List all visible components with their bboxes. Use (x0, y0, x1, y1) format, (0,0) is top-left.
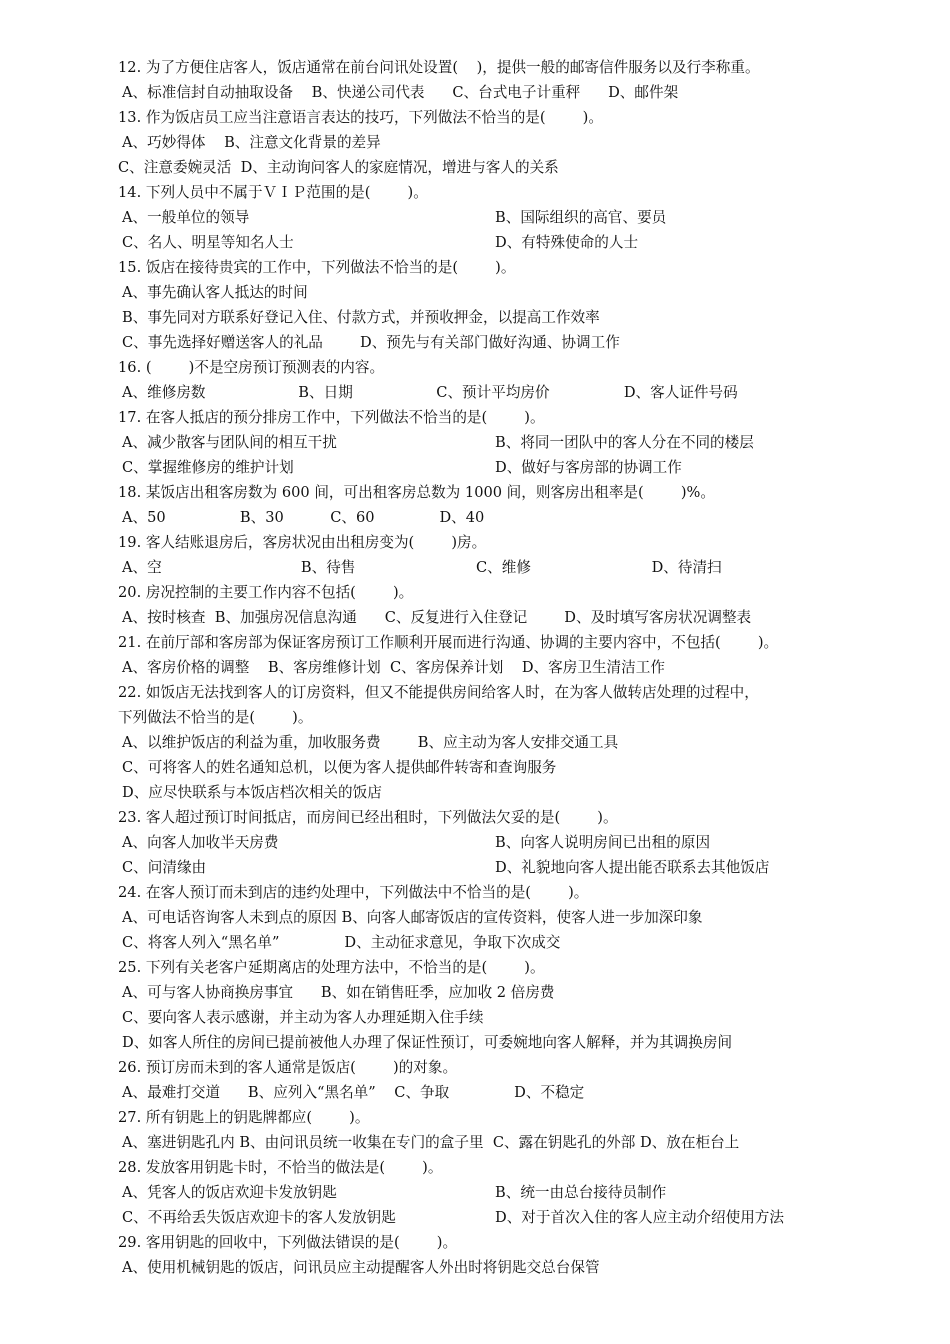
option-17-c: C、掌握维修房的维护计划 (122, 459, 294, 476)
question-14: 14. 下列人员中不属于ＶＩＰ范围的是( )。 (118, 184, 428, 201)
options-13-c-d: C、注意委婉灵活 D、主动询问客人的家庭情况，增进与客人的关系 (118, 159, 559, 176)
options-12: A、标准信封自动抽取设备 B、快递公司代表 C、台式电子计重秤 D、邮件架 (122, 84, 679, 101)
options-15-c-d: C、事先选择好赠送客人的礼品 D、预先与有关部门做好沟通、协调工作 (122, 334, 620, 351)
option-17-a: A、减少散客与团队间的相互干扰 (122, 434, 337, 451)
options-24-c-d: C、将客人列入“黑名单” D、主动征求意见，争取下次成交 (122, 934, 561, 951)
option-15-a: A、事先确认客人抵达的时间 (122, 284, 308, 301)
question-19: 19. 客人结账退房后，客房状况由出租房变为( )房。 (118, 534, 487, 551)
question-22-line1: 22. 如饭店无法找到客人的订房资料，但又不能提供房间给客人时，在为客人做转店处理的过程中， (118, 684, 759, 701)
option-23-c: C、问清缘由 (122, 859, 207, 876)
question-15: 15. 饭店在接待贵宾的工作中，下列做法不恰当的是( )。 (118, 259, 516, 276)
question-26: 26. 预订房而未到的客人通常是饭店( )的对象。 (118, 1059, 458, 1076)
option-15-b: B、事先同对方联系好登记入住、付款方式，并预收押金，以提高工作效率 (122, 309, 600, 326)
options-19: A、空 B、待售 C、维修 D、待清扫 (122, 559, 722, 576)
question-20: 20. 房况控制的主要工作内容不包括( )。 (118, 584, 414, 601)
question-18: 18. 某饭店出租客房数为 600 间，可出租客房总数为 1000 间，则客房出租率是( )%。 (118, 484, 715, 501)
option-14-a: A、一般单位的领导 (122, 209, 250, 226)
options-18: A、50 B、30 C、60 D、40 (122, 509, 485, 526)
option-25-d: D、如客人所住的房间已提前被他人办理了保证性预订，可委婉地向客人解释，并为其调换房间 (122, 1034, 733, 1051)
question-25: 25. 下列有关老客户延期离店的处理方法中，不恰当的是( )。 (118, 959, 545, 976)
option-22-c: C、可将客人的姓名通知总机，以便为客人提供邮件转寄和查询服务 (122, 759, 557, 776)
options-13-a-b: A、巧妙得体 B、注意文化背景的差异 (122, 134, 381, 151)
question-27: 27. 所有钥匙上的钥匙牌都应( )。 (118, 1109, 370, 1126)
option-17-d: D、做好与客房部的协调工作 (495, 459, 682, 476)
question-24: 24. 在客人预订而未到店的违约处理中，下列做法中不恰当的是( )。 (118, 884, 589, 901)
option-23-b: B、向客人说明房间已出租的原因 (495, 834, 711, 851)
question-28: 28. 发放客用钥匙卡时，不恰当的做法是( )。 (118, 1159, 443, 1176)
option-14-c: C、名人、明星等知名人士 (122, 234, 294, 251)
option-17-b: B、将同一团队中的客人分在不同的楼层 (495, 434, 754, 451)
options-24-a-b: A、可电话咨询客人未到点的原因 B、向客人邮寄饭店的宣传资料，使客人进一步加深印象 (122, 909, 703, 926)
option-14-d: D、有特殊使命的人士 (495, 234, 639, 251)
options-16: A、维修房数 B、日期 C、预计平均房价 D、客人证件号码 (122, 384, 738, 401)
option-28-b: B、统一由总台接待员制作 (495, 1184, 667, 1201)
options-20: A、按时核查 B、加强房况信息沟通 C、反复进行入住登记 D、及时填写客房状况调整表 (122, 609, 752, 626)
question-16: 16. ( )不是空房预订预测表的内容。 (118, 359, 385, 376)
question-29: 29. 客用钥匙的回收中，下列做法错误的是( )。 (118, 1234, 458, 1251)
option-28-c: C、不再给丢失饭店欢迎卡的客人发放钥匙 (122, 1209, 396, 1226)
option-23-d: D、礼貌地向客人提出能否联系去其他饭店 (495, 859, 770, 876)
option-23-a: A、向客人加收半天房费 (122, 834, 279, 851)
option-25-c: C、要向客人表示感谢，并主动为客人办理延期入住手续 (122, 1009, 484, 1026)
options-26: A、最难打交道 B、应列入“黑名单” C、争取 D、不稳定 (122, 1084, 585, 1101)
options-21: A、客房价格的调整 B、客房维修计划 C、客房保养计划 D、客房卫生清洁工作 (122, 659, 665, 676)
question-17: 17. 在客人抵店的预分排房工作中，下列做法不恰当的是( )。 (118, 409, 545, 426)
question-22-line2: 下列做法不恰当的是( )。 (118, 709, 313, 726)
option-29-a: A、使用机械钥匙的饭店，问讯员应主动提醒客人外出时将钥匙交总台保管 (122, 1259, 600, 1276)
options-22-a-b: A、以维护饭店的利益为重，加收服务费 B、应主动为客人安排交通工具 (122, 734, 619, 751)
question-12: 12. 为了方便住店客人，饭店通常在前台问讯处设置( )，提供一般的邮寄信件服务以及行李称重。 (118, 59, 760, 76)
options-25-a-b: A、可与客人协商换房事宜 B、如在销售旺季，应加收 2 倍房费 (122, 984, 555, 1001)
option-28-d: D、对于首次入住的客人应主动介绍使用方法 (495, 1209, 784, 1226)
options-27: A、塞进钥匙孔内 B、由问讯员统一收集在专门的盒子里 C、露在钥匙孔的外部 D、放在柜台上 (122, 1134, 740, 1151)
option-28-a: A、凭客人的饭店欢迎卡发放钥匙 (122, 1184, 337, 1201)
question-13: 13. 作为饭店员工应当注意语言表达的技巧，下列做法不恰当的是( )。 (118, 109, 603, 126)
question-21: 21. 在前厅部和客房部为保证客房预订工作顺利开展而进行沟通、协调的主要内容中，不包括( )。 (118, 634, 779, 651)
option-14-b: B、国际组织的高官、要员 (495, 209, 667, 226)
option-22-d: D、应尽快联系与本饭店档次相关的饭店 (122, 784, 382, 801)
question-23: 23. 客人超过预订时间抵店，而房间已经出租时，下列做法欠妥的是( )。 (118, 809, 618, 826)
